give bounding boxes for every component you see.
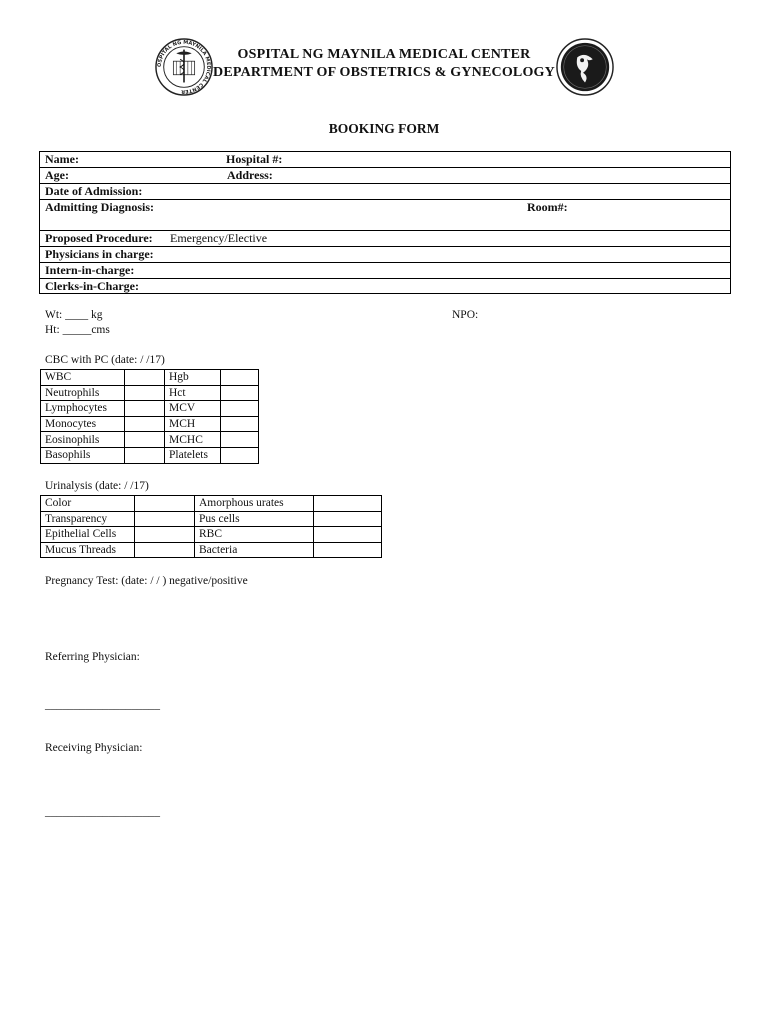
cbc-result-cell [221,416,259,432]
urinalysis-test-name: Mucus Threads [41,542,135,558]
referring-signature-line: ____________________ [45,699,160,711]
cbc-row [41,416,259,432]
cbc-test-name: Platelets [165,447,221,463]
urinalysis-result-cell [314,542,382,558]
info-row-physicians [40,247,730,263]
urinalysis-test-name: Pus cells [195,511,314,527]
cbc-test-name: Monocytes [41,416,125,432]
cbc-row [41,432,259,448]
cbc-test-name: MCV [165,401,221,417]
cbc-result-cell [125,416,165,432]
cbc-result-cell [125,370,165,386]
urinalysis-result-cell [135,527,195,543]
cbc-test-name: Hct [165,385,221,401]
info-row-clerks [40,279,730,293]
urinalysis-table [40,495,382,558]
receiving-signature-line: ____________________ [45,806,160,818]
urinalysis-result-cell [135,542,195,558]
urinalysis-row [41,511,382,527]
referring-physician-label: Referring Physician: [45,651,140,663]
cbc-row [41,385,259,401]
hospital-name: OSPITAL NG MAYNILA MEDICAL CENTER [237,47,531,62]
cbc-test-name: Basophils [41,447,125,463]
intern-label: Intern-in-charge: [45,263,135,277]
cbc-test-name: Neutrophils [41,385,125,401]
cbc-test-name: Hgb [165,370,221,386]
urinalysis-result-cell [314,511,382,527]
cbc-row [41,447,259,463]
form-title: BOOKING FORM [328,121,440,136]
cbc-result-cell [221,370,259,386]
date-of-admission-label: Date of Admission: [45,184,143,198]
urinalysis-heading: Urinalysis (date: / /17) [45,480,149,492]
admitting-diagnosis-label: Admitting Diagnosis: [45,200,155,214]
info-row-admission [40,184,730,200]
info-row-age [40,168,730,184]
cbc-result-cell [125,432,165,448]
cbc-result-cell [125,401,165,417]
cbc-result-cell [221,385,259,401]
cbc-result-cell [125,447,165,463]
urinalysis-test-name: Bacteria [195,542,314,558]
npo-field: NPO: [452,309,479,321]
pregnancy-test-line: Pregnancy Test: (date: / / ) negative/positive [45,575,248,587]
cbc-table [40,369,259,464]
weight-field: Wt: ____ kg [45,309,103,321]
urinalysis-result-cell [135,511,195,527]
cbc-test-name: WBC [41,370,125,386]
cbc-heading: CBC with PC (date: / /17) [45,354,165,366]
cbc-result-cell [221,432,259,448]
cbc-test-name: MCHC [165,432,221,448]
receiving-physician-label: Receiving Physician: [45,742,143,754]
age-label: Age: [45,168,69,182]
hospital-number-label: Hospital #: [226,152,283,166]
cbc-result-cell [221,447,259,463]
proposed-procedure-label: Proposed Procedure: [45,231,153,245]
cbc-row [41,401,259,417]
cbc-result-cell [221,401,259,417]
urinalysis-test-name: Transparency [41,511,135,527]
physicians-label: Physicians in charge: [45,247,154,261]
patient-info-box [39,151,731,294]
urinalysis-test-name: Color [41,496,135,512]
urinalysis-result-cell [314,527,382,543]
department-name: DEPARTMENT OF OBSTETRICS & GYNECOLOGY [213,65,555,80]
urinalysis-result-cell [314,496,382,512]
svg-text:OSPITAL NG MAYNILA MEDICAL CEN: OSPITAL NG MAYNILA MEDICAL CENTER [156,39,212,95]
urinalysis-row [41,527,382,543]
cbc-test-name: Lymphocytes [41,401,125,417]
cbc-result-cell [125,385,165,401]
cbc-test-name: Eosinophils [41,432,125,448]
name-label: Name: [45,152,79,166]
cbc-test-name: MCH [165,416,221,432]
urinalysis-test-name: Epithelial Cells [41,527,135,543]
cbc-row [41,370,259,386]
info-row-name [40,152,730,168]
room-label: Room#: [527,200,568,214]
procedure-type-value: Emergency/Elective [170,231,268,245]
clerks-label: Clerks-in-Charge: [45,279,139,293]
urinalysis-row [41,542,382,558]
urinalysis-row [41,496,382,512]
urinalysis-test-name: RBC [195,527,314,543]
info-row-procedure [40,231,730,247]
height-field: Ht: _____cms [45,324,110,336]
urinalysis-test-name: Amorphous urates [195,496,314,512]
info-row-diagnosis [40,200,730,231]
info-row-intern [40,263,730,279]
urinalysis-result-cell [135,496,195,512]
address-label: Address: [227,168,273,182]
